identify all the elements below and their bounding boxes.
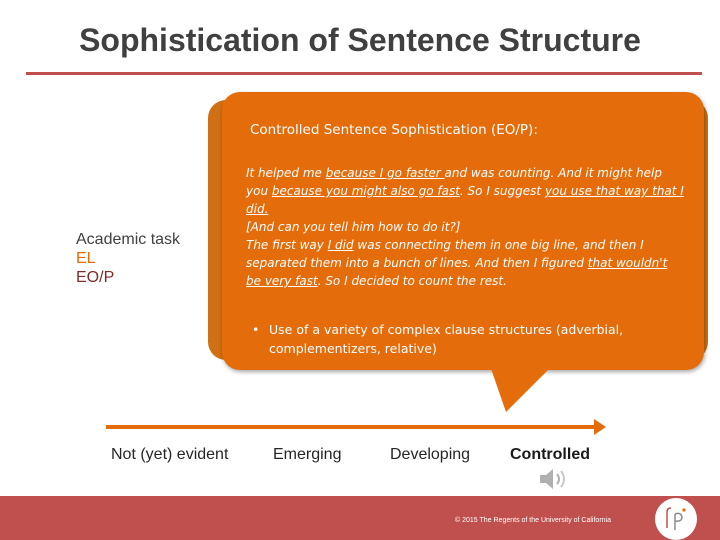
el-label: EL xyxy=(76,250,96,267)
bullet-marker: • xyxy=(252,322,260,337)
quote-text: was connecting them in one big line, and then I separated them into a bunch of lines. And then I figured xyxy=(246,238,644,270)
left-labels xyxy=(76,230,180,287)
quote-underlined-clause: that wouldn't be very fast xyxy=(246,256,668,288)
continuum-line xyxy=(106,425,596,429)
slide-title: Sophistication of Sentence Structure xyxy=(79,22,641,58)
student-quote xyxy=(246,164,686,290)
quote-underlined-clause: I did xyxy=(327,238,354,252)
stage-emerging: Emerging xyxy=(273,446,342,463)
quote-paragraph-1 xyxy=(246,164,686,218)
quote-text: It helped me xyxy=(246,166,326,180)
stage-not-yet-evident: Not (yet) evident xyxy=(111,446,229,463)
eop-label: EO/P xyxy=(76,269,115,286)
callout-heading: Controlled Sentence Sophistication (EO/P): xyxy=(250,122,538,138)
criteria-bullet xyxy=(252,320,672,358)
copyright-notice: © 2015 The Regents of the University of California xyxy=(455,517,611,524)
academic-task-label: Academic task xyxy=(76,231,181,248)
callout-tail xyxy=(488,360,558,412)
continuum-arrowhead xyxy=(594,419,606,435)
stage-developing: Developing xyxy=(390,446,471,463)
speaker-icon[interactable] xyxy=(538,466,572,492)
stage-controlled: Controlled xyxy=(510,446,590,463)
bullet-text: Use of a variety of complex clause structures (adverbial, complementizers, relative) xyxy=(269,322,624,356)
quote-paragraph-2: [And can you tell him how to do it?] xyxy=(246,220,461,234)
logo-icon xyxy=(655,498,697,540)
quote-text: and was counting. And it might help you xyxy=(246,166,662,198)
quote-paragraph-3 xyxy=(246,236,686,290)
footer-bar xyxy=(0,496,720,540)
quote-text: . So I decided to count the rest. xyxy=(317,274,507,288)
quote-text: The first way xyxy=(246,238,328,252)
quote-text: . So I suggest xyxy=(459,184,545,198)
title-divider xyxy=(26,72,702,75)
quote-underlined-clause: you use that way that I did. xyxy=(246,184,684,216)
quote-underlined-clause: because I go faster xyxy=(325,166,445,180)
quote-underlined-clause: because you might also go fast xyxy=(271,184,460,198)
